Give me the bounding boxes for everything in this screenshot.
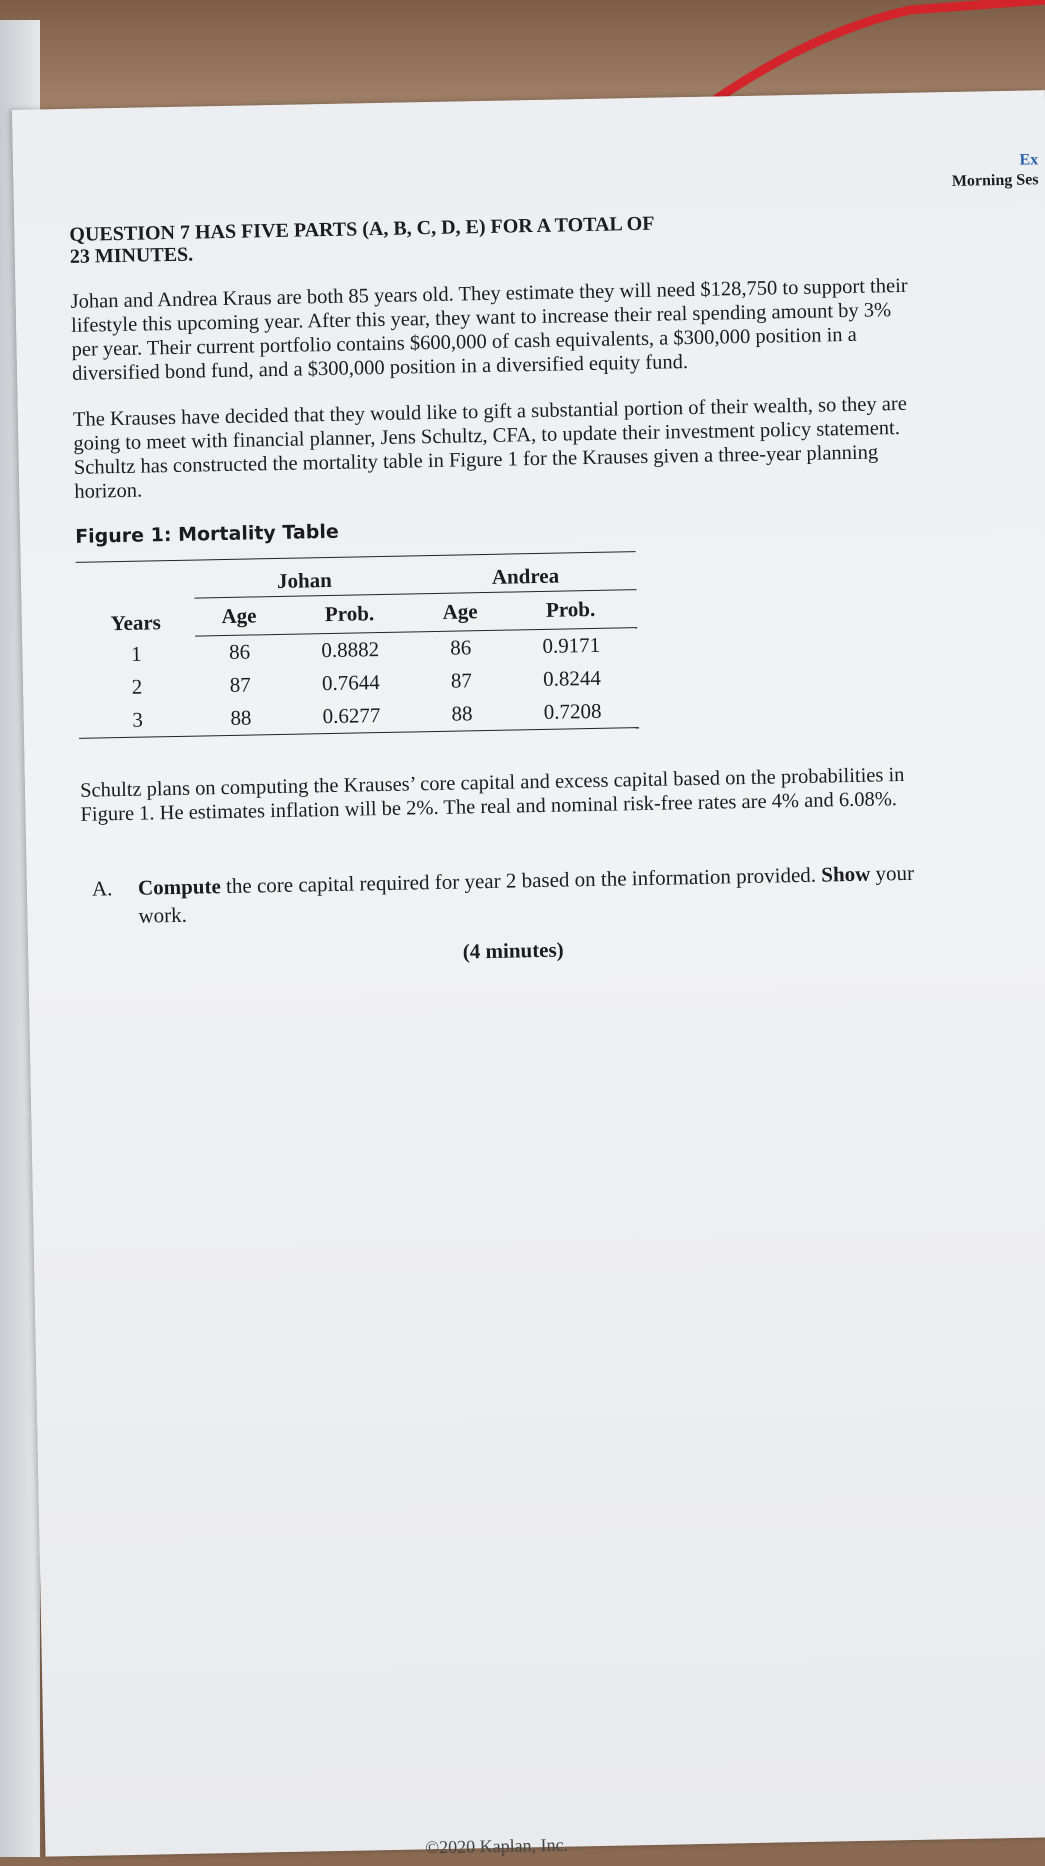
andrea-age-cell: 88	[417, 697, 507, 732]
johan-age-header: Age	[194, 596, 284, 636]
question-content	[69, 207, 943, 971]
running-header	[951, 150, 1038, 192]
session-label: Morning Ses	[951, 171, 1039, 190]
year-cell: 2	[131, 674, 143, 699]
part-a-verb-show: Show	[821, 861, 871, 887]
johan-age-cell: 87	[229, 672, 252, 697]
part-a-text-1: the core capital required for year 2 based on the information provided.	[220, 862, 822, 899]
johan-prob-cell: 0.6277	[285, 698, 418, 734]
johan-prob-header: Prob.	[283, 594, 416, 635]
year-cell: 3	[78, 703, 196, 739]
scenario-paragraph-3: Schultz plans on computing the Krauses’ core capital and excess capital based on the probabilities in Figure 1. He estimates inflation will be 2%. The real and nominal risk-free rates are 4% and 6.08%.	[79, 763, 905, 826]
part-a-text-2: your work.	[138, 860, 915, 928]
years-header: Years	[110, 609, 162, 635]
question-heading	[69, 210, 790, 268]
andrea-age-cell: 86	[450, 635, 472, 660]
andrea-prob-cell: 0.8244	[542, 665, 602, 691]
andrea-age-cell: 87	[450, 668, 473, 693]
mortality-table	[76, 551, 639, 739]
andrea-prob-cell: 0.7208	[506, 694, 639, 730]
part-a	[82, 859, 923, 931]
heading-line-1: QUESTION 7 HAS FIVE PARTS (A, B, C, D, E) FOR A TOTAL OF	[69, 212, 655, 246]
johan-prob-cell: 0.8882	[321, 637, 380, 663]
andrea-prob-header: Prob.	[504, 590, 637, 631]
part-a-letter: A.	[91, 876, 113, 901]
johan-age-cell: 88	[196, 701, 286, 736]
johan-header: Johan	[194, 562, 416, 598]
page-footer: ©2020 Kaplan, Inc.	[425, 1834, 569, 1858]
year-cell: 1	[130, 641, 142, 666]
johan-age-cell: 86	[228, 639, 251, 664]
andrea-prob-cell: 0.9171	[542, 632, 601, 658]
scenario-paragraph-1: Johan and Andrea Kraus are both 85 years old. They estimate they will need $128,750 to support their lifestyle this upcoming year. After this year, they want to increase their real spending amount by 3% per year. Their current portfolio contains $600,000 of cash equivalents, a $300,000 position in a diversified bond fund, and a $300,000 position in a diversified equity fund.	[70, 274, 908, 385]
scenario-paragraph-2: The Krauses have decided that they would like to gift a substantial portion of their wealth, so they are going to meet with financial planner, Jens Schultz, CFA, to update their investment policy statement. Schultz has constructed the mortality table in Figure 1 for the Krauses given a three-year planning horizon.	[72, 392, 908, 503]
part-a-text	[138, 859, 923, 930]
johan-prob-cell: 0.7644	[321, 670, 380, 696]
exam-label: Ex	[1019, 151, 1039, 169]
heading-line-2: 23 MINUTES.	[69, 243, 194, 268]
figure-title: Figure 1: Mortality Table	[74, 520, 339, 548]
andrea-age-header: Age	[415, 592, 505, 632]
andrea-header: Andrea	[415, 558, 637, 594]
part-a-verb-compute: Compute	[137, 874, 222, 900]
document-page	[12, 90, 1045, 1857]
part-a-time: (4 minutes)	[462, 937, 564, 964]
